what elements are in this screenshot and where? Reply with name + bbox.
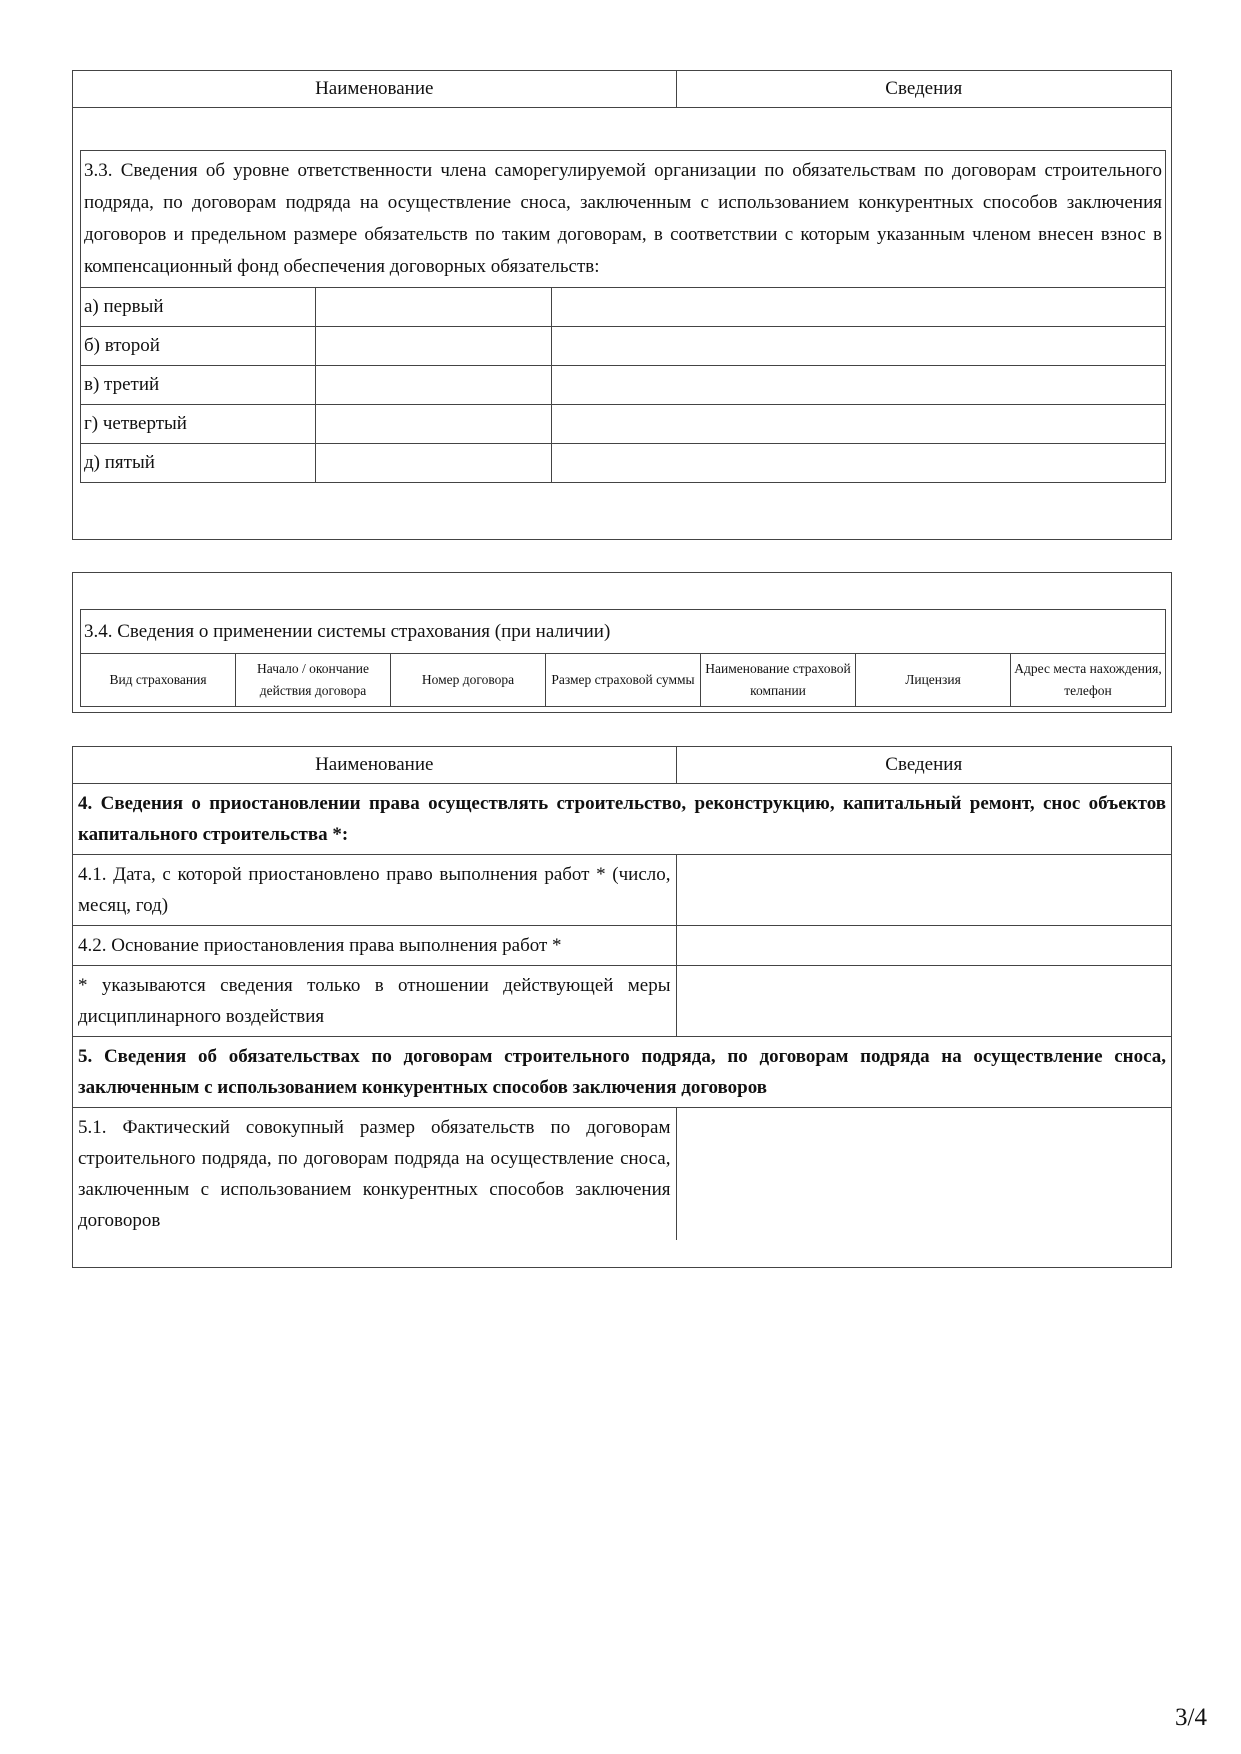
level-cell-3 — [551, 366, 1165, 405]
sections-4-5-block — [72, 746, 1172, 1268]
level-cell-3 — [551, 405, 1165, 444]
level-row — [81, 327, 1165, 366]
level-row — [81, 288, 1165, 327]
level-cell-2 — [315, 327, 551, 366]
insurance-col-type: Вид страхования — [81, 654, 236, 707]
level-label: а) первый — [81, 288, 315, 327]
level-cell-3 — [551, 327, 1165, 366]
insurance-col-sum: Размер страховой суммы — [546, 654, 701, 707]
header-info-col: Сведения — [676, 747, 1171, 784]
section-3-3-text: 3.3. Сведения об уровне ответственности члена саморегулируемой организации по обязательствам по договорам строительного подряда, по договорам подряда на осуществление сноса, заключенным с использованием конкурентных способов заключения договоров и предельном размере обязательств по таким договорам, в соответствии с которым указанным членом внесен взнос в компенсационный фонд обеспечения договорных обязательств: — [81, 151, 1165, 288]
row-5-1-value — [676, 1108, 1171, 1241]
level-cell-3 — [551, 444, 1165, 483]
table-row — [73, 966, 1171, 1037]
row-5-1-label: 5.1. Фактический совокупный размер обязательств по договорам строительного подряда, по договорам подряда на осуществление сноса, заключенным с использованием конкурентных способов заключения договоров — [73, 1108, 676, 1241]
table-row — [73, 855, 1171, 926]
level-row — [81, 444, 1165, 483]
section-3-4-title: 3.4. Сведения о применении системы страхования (при наличии) — [81, 610, 1166, 654]
level-cell-3 — [551, 288, 1165, 327]
section-3-3-table — [80, 150, 1166, 483]
level-row — [81, 366, 1165, 405]
section-3-4-table — [80, 609, 1166, 707]
section-3-3-block — [72, 70, 1172, 540]
level-label: б) второй — [81, 327, 315, 366]
header-name-col: Наименование — [73, 747, 676, 784]
level-cell-2 — [315, 288, 551, 327]
section-5-title: 5. Сведения об обязательствах по договорам строительного подряда, по договорам подряда на осуществление сноса, заключенным с использованием конкурентных способов заключения договоров — [73, 1037, 1171, 1108]
level-label: в) третий — [81, 366, 315, 405]
header-name-col: Наименование — [73, 71, 676, 108]
section-3-4-block — [72, 572, 1172, 713]
insurance-col-period: Начало / окончание действия договора — [236, 654, 391, 707]
level-label: г) четвертый — [81, 405, 315, 444]
level-cell-2 — [315, 366, 551, 405]
level-row — [81, 405, 1165, 444]
row-4-note-value — [676, 966, 1171, 1037]
level-label: д) пятый — [81, 444, 315, 483]
page-number: 3/4 — [1175, 1704, 1207, 1731]
row-4-2-label: 4.2. Основание приостановления права выполнения работ * — [73, 926, 676, 966]
row-4-note-label: * указываются сведения только в отношении действующей меры дисциплинарного воздействия — [73, 966, 676, 1037]
table-row — [73, 926, 1171, 966]
section-4-title: 4. Сведения о приостановлении права осуществлять строительство, реконструкцию, капитальный ремонт, снос объектов капитального строительства *: — [73, 784, 1171, 855]
insurance-col-address: Адрес места нахождения, телефон — [1011, 654, 1166, 707]
insurance-col-number: Номер договора — [391, 654, 546, 707]
block1-header-table — [73, 71, 1171, 108]
level-cell-2 — [315, 444, 551, 483]
row-4-1-label: 4.1. Дата, с которой приостановлено право выполнения работ * (число, месяц, год) — [73, 855, 676, 926]
insurance-col-company: Наименование страховой компании — [701, 654, 856, 707]
level-cell-2 — [315, 405, 551, 444]
sections-4-5-table — [73, 747, 1171, 1240]
row-4-2-value — [676, 926, 1171, 966]
table-row — [73, 1108, 1171, 1241]
header-info-col: Сведения — [676, 71, 1171, 108]
insurance-col-license: Лицензия — [856, 654, 1011, 707]
row-4-1-value — [676, 855, 1171, 926]
